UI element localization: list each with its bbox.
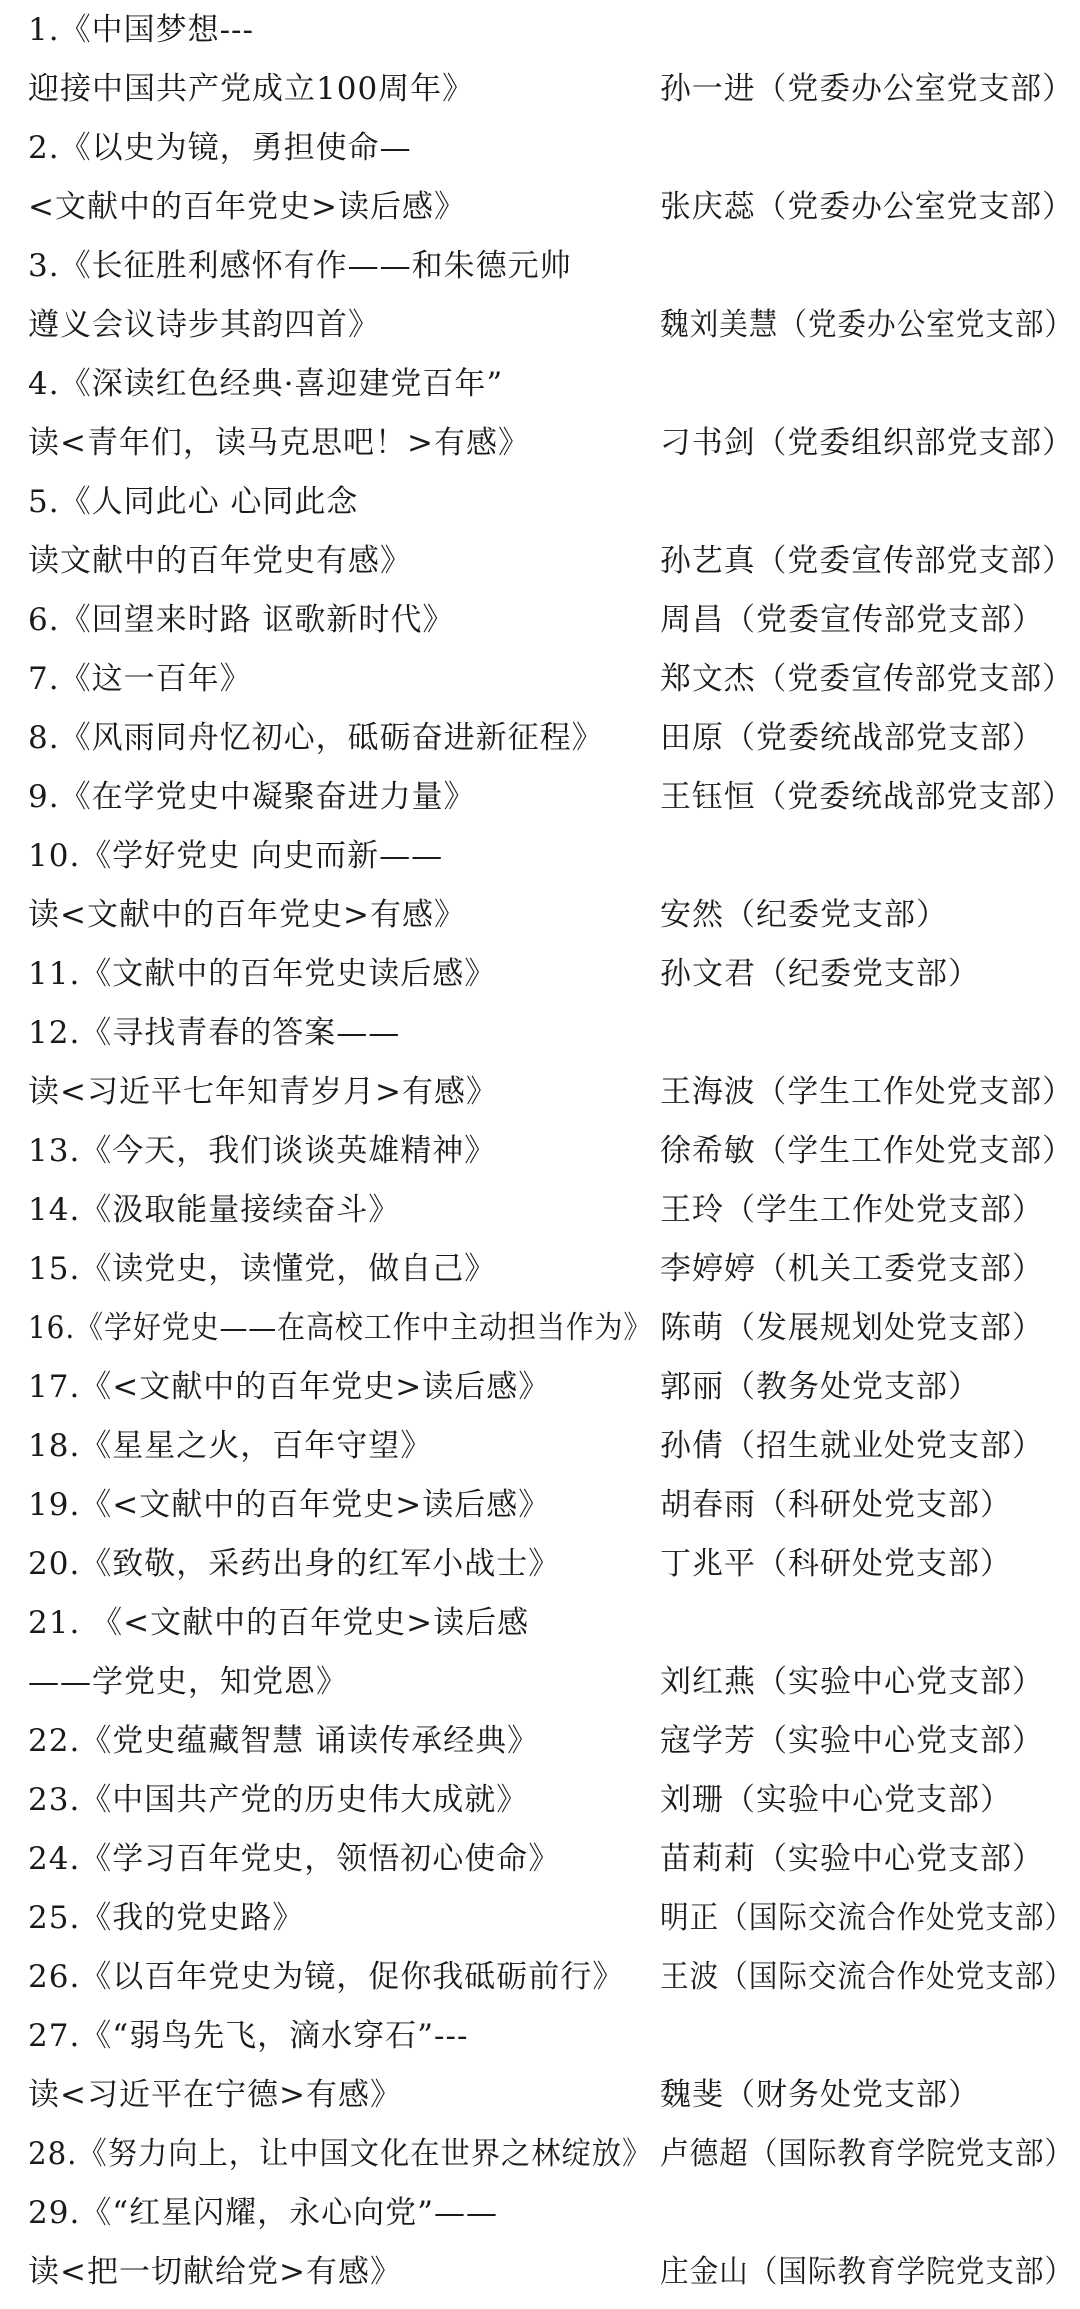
author-affiliation: 寇学芳（实验中心党支部）	[660, 1723, 1044, 1759]
list-line	[0, 120, 1080, 177]
list-line	[0, 61, 1080, 118]
essay-title: 15.《读党史，读懂党，做自己》	[28, 1251, 497, 1287]
author-affiliation: 王钰恒（党委统战部党支部）	[660, 779, 1074, 815]
list-line	[0, 415, 1080, 472]
essay-title: <文献中的百年党史>读后感》	[28, 189, 466, 225]
author-affiliation: 孙倩（招生就业处党支部）	[660, 1428, 1044, 1464]
list-line	[0, 297, 1080, 354]
author-affiliation: 王海波（学生工作处党支部）	[660, 1074, 1074, 1110]
essay-title: 1.《中国梦想---	[28, 12, 255, 48]
essay-title: 16.《学好党史——在高校工作中主动担当作为》	[28, 1310, 653, 1346]
list-line	[0, 651, 1080, 708]
list-line	[0, 1064, 1080, 1121]
essay-title: 27.《“弱鸟先飞，滴水穿石”---	[28, 2018, 469, 2054]
author-affiliation: 魏刘美慧（党委办公室党支部）	[660, 307, 1074, 343]
author-affiliation: 李婷婷（机关工委党支部）	[660, 1251, 1044, 1287]
author-affiliation: 卢德超（国际教育学院党支部）	[660, 2136, 1074, 2172]
essay-title: 20.《致敬，采药出身的红军小战士》	[28, 1546, 561, 1582]
list-line	[0, 1005, 1080, 1062]
essay-title: 3.《长征胜利感怀有作——和朱德元帅	[28, 248, 572, 284]
author-affiliation: 徐希敏（学生工作处党支部）	[660, 1133, 1074, 1169]
author-affiliation: 孙文君（纪委党支部）	[660, 956, 980, 992]
author-affiliation: 郭丽（教务处党支部）	[660, 1369, 980, 1405]
list-line	[0, 1713, 1080, 1770]
list-line	[0, 2185, 1080, 2242]
author-affiliation: 张庆蕊（党委办公室党支部）	[660, 189, 1074, 225]
list-line	[0, 474, 1080, 531]
author-affiliation: 刘珊（实验中心党支部）	[660, 1782, 1012, 1818]
list-line	[0, 2, 1080, 59]
essay-title: 12.《寻找青春的答案——	[28, 1015, 401, 1051]
essay-title: 10.《学好党史 向史而新——	[28, 838, 444, 874]
author-affiliation: 苗莉莉（实验中心党支部）	[660, 1841, 1044, 1877]
author-affiliation: 明正（国际交流合作处党支部）	[660, 1900, 1074, 1936]
list-line	[0, 1949, 1080, 2006]
list-line	[0, 1477, 1080, 1534]
essay-title: 28.《努力向上，让中国文化在世界之林绽放》	[28, 2136, 653, 2172]
list-line	[0, 533, 1080, 590]
author-affiliation: 孙艺真（党委宣传部党支部）	[660, 543, 1074, 579]
list-line	[0, 2008, 1080, 2065]
essay-title: 读<青年们，读马克思吧！>有感》	[28, 425, 530, 461]
author-affiliation: 安然（纪委党支部）	[660, 897, 948, 933]
essay-title: 读<习近平在宁德>有感》	[28, 2077, 402, 2113]
essay-title: 29.《“红星闪耀，永心向党”——	[28, 2195, 498, 2231]
essay-title: 24.《学习百年党史，领悟初心使命》	[28, 1841, 561, 1877]
list-line	[0, 1241, 1080, 1298]
list-line	[0, 1300, 1080, 1357]
essay-title: 7.《这一百年》	[28, 661, 252, 697]
list-line	[0, 828, 1080, 885]
author-affiliation: 孙一进（党委办公室党支部）	[660, 71, 1074, 107]
list-line	[0, 2244, 1080, 2301]
essay-title: 25.《我的党史路》	[28, 1900, 305, 1936]
essay-title: 14.《汲取能量接续奋斗》	[28, 1192, 401, 1228]
essay-title: 读<文献中的百年党史>有感》	[28, 897, 466, 933]
essay-title: 8.《风雨同舟忆初心，砥砺奋进新征程》	[28, 720, 604, 756]
list-line	[0, 1182, 1080, 1239]
list-line	[0, 946, 1080, 1003]
author-affiliation: 刘红燕（实验中心党支部）	[660, 1664, 1044, 1700]
list-line	[0, 1359, 1080, 1416]
essay-title: 18.《星星之火，百年守望》	[28, 1428, 433, 1464]
author-affiliation: 庄金山（国际教育学院党支部）	[660, 2254, 1074, 2290]
list-line	[0, 1831, 1080, 1888]
author-affiliation: 郑文杰（党委宣传部党支部）	[660, 661, 1074, 697]
list-line	[0, 179, 1080, 236]
essay-title: 6.《回望来时路 讴歌新时代》	[28, 602, 455, 638]
essay-title: 2.《以史为镜，勇担使命—	[28, 130, 412, 166]
essay-title: ——学党史，知党恩》	[28, 1664, 348, 1700]
list-line	[0, 769, 1080, 826]
list-line	[0, 356, 1080, 413]
essay-title: 读<把一切献给党>有感》	[28, 2254, 402, 2290]
list-line	[0, 710, 1080, 767]
list-line	[0, 2067, 1080, 2124]
list-line	[0, 1772, 1080, 1829]
author-affiliation: 刁书剑（党委组织部党支部）	[660, 425, 1074, 461]
list-line	[0, 1123, 1080, 1180]
author-affiliation: 周昌（党委宣传部党支部）	[660, 602, 1044, 638]
list-line	[0, 238, 1080, 295]
essay-title: 读文献中的百年党史有感》	[28, 543, 412, 579]
list-line	[0, 2126, 1080, 2183]
author-affiliation: 王波（国际交流合作处党支部）	[660, 1959, 1074, 1995]
author-affiliation: 丁兆平（科研处党支部）	[660, 1546, 1012, 1582]
list-line	[0, 1595, 1080, 1652]
author-affiliation: 魏斐（财务处党支部）	[660, 2077, 980, 2113]
essay-title: 4.《深读红色经典·喜迎建党百年”	[28, 366, 504, 402]
essay-title: 9.《在学党史中凝聚奋进力量》	[28, 779, 476, 815]
list-line	[0, 1418, 1080, 1475]
essay-title: 13.《今天，我们谈谈英雄精神》	[28, 1133, 497, 1169]
essay-title: 17.《<文献中的百年党史>读后感》	[28, 1369, 551, 1405]
essay-title: 19.《<文献中的百年党史>读后感》	[28, 1487, 551, 1523]
essay-title: 22.《党史蕴藏智慧 诵读传承经典》	[28, 1723, 540, 1759]
essay-title: 5.《人同此心 心同此念	[28, 484, 359, 520]
essay-title: 23.《中国共产党的历史伟大成就》	[28, 1782, 529, 1818]
essay-title: 读<习近平七年知青岁月>有感》	[28, 1074, 498, 1110]
list-line	[0, 1536, 1080, 1593]
essay-title: 26.《以百年党史为镜，促你我砥砺前行》	[28, 1959, 625, 1995]
essay-title: 21. 《<文献中的百年党史>读后感	[28, 1605, 530, 1641]
author-affiliation: 胡春雨（科研处党支部）	[660, 1487, 1012, 1523]
author-affiliation: 王玲（学生工作处党支部）	[660, 1192, 1044, 1228]
essay-title: 11.《文献中的百年党史读后感》	[28, 956, 497, 992]
essay-title: 迎接中国共产党成立100周年》	[28, 71, 475, 107]
list-line	[0, 1654, 1080, 1711]
list-line	[0, 1890, 1080, 1947]
list-line	[0, 887, 1080, 944]
author-affiliation: 田原（党委统战部党支部）	[660, 720, 1044, 756]
list-line	[0, 592, 1080, 649]
author-affiliation: 陈萌（发展规划处党支部）	[660, 1310, 1044, 1346]
essay-title: 遵义会议诗步其韵四首》	[28, 307, 380, 343]
